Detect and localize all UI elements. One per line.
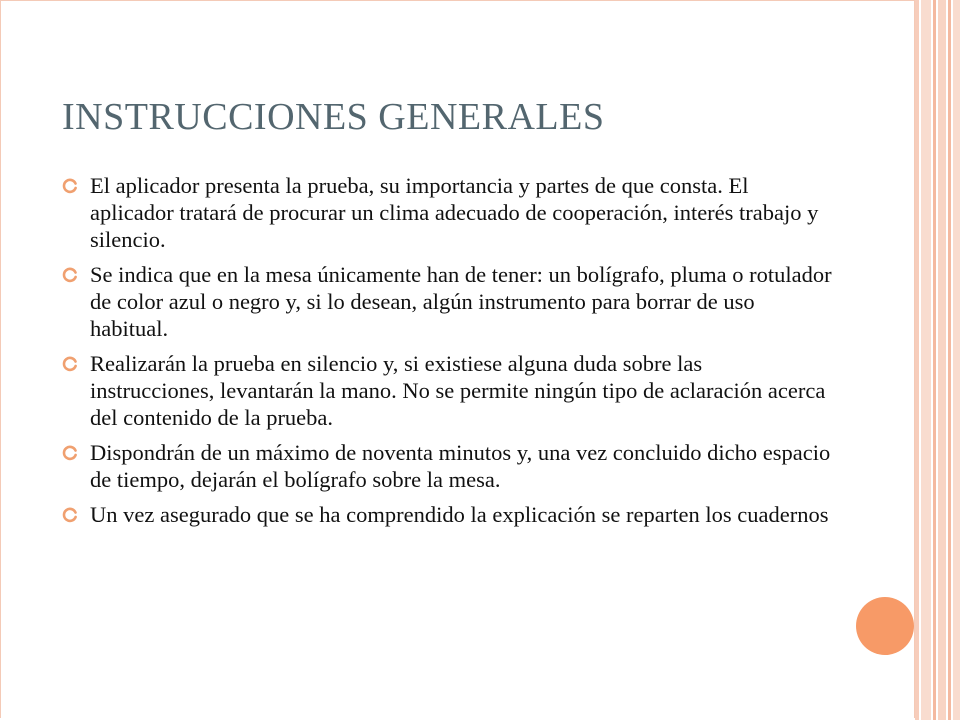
bullet-text: Se indica que en la mesa únicamente han de tener: un bolígrafo, pluma o rotulador de color azul o negro y, si lo desean, algún instrumento para borrar de uso habitual. [90,262,832,341]
bullet-text: Un vez asegurado que se ha comprendido la explicación se reparten los cuadernos [90,502,829,527]
stripe [921,0,931,720]
bullet-item [62,261,832,342]
bullet-item [62,439,832,493]
bullet-text: Realizarán la prueba en silencio y, si existiese alguna duda sobre las instrucciones, levantarán la mano. No se permite ningún tipo de aclaración acerca del contenido de la prueba. [90,351,826,430]
bullet-text: El aplicador presenta la prueba, su importancia y partes de que consta. El aplicador tratará de procurar un clima adecuado de cooperación, interés trabajo y silencio. [90,173,819,252]
ring-bullet-icon [62,507,78,523]
bullet-item [62,501,832,528]
bullet-item [62,172,832,253]
decorative-circle [856,597,914,655]
bullet-list [62,172,832,536]
ring-bullet-icon [62,178,78,194]
bullet-item [62,350,832,431]
bullet-text: Dispondrán de un máximo de noventa minutos y, una vez concluido dicho espacio de tiempo, dejarán el bolígrafo sobre la mesa. [90,440,831,492]
stripe [948,0,951,720]
stripe [933,0,936,720]
ring-bullet-icon [62,445,78,461]
ring-bullet-icon [62,356,78,372]
slide-title: INSTRUCCIONES GENERALES [62,96,605,138]
decorative-stripes [915,0,960,720]
stripe [938,0,946,720]
stripe [915,0,919,720]
ring-bullet-icon [62,267,78,283]
stripe [953,0,960,720]
